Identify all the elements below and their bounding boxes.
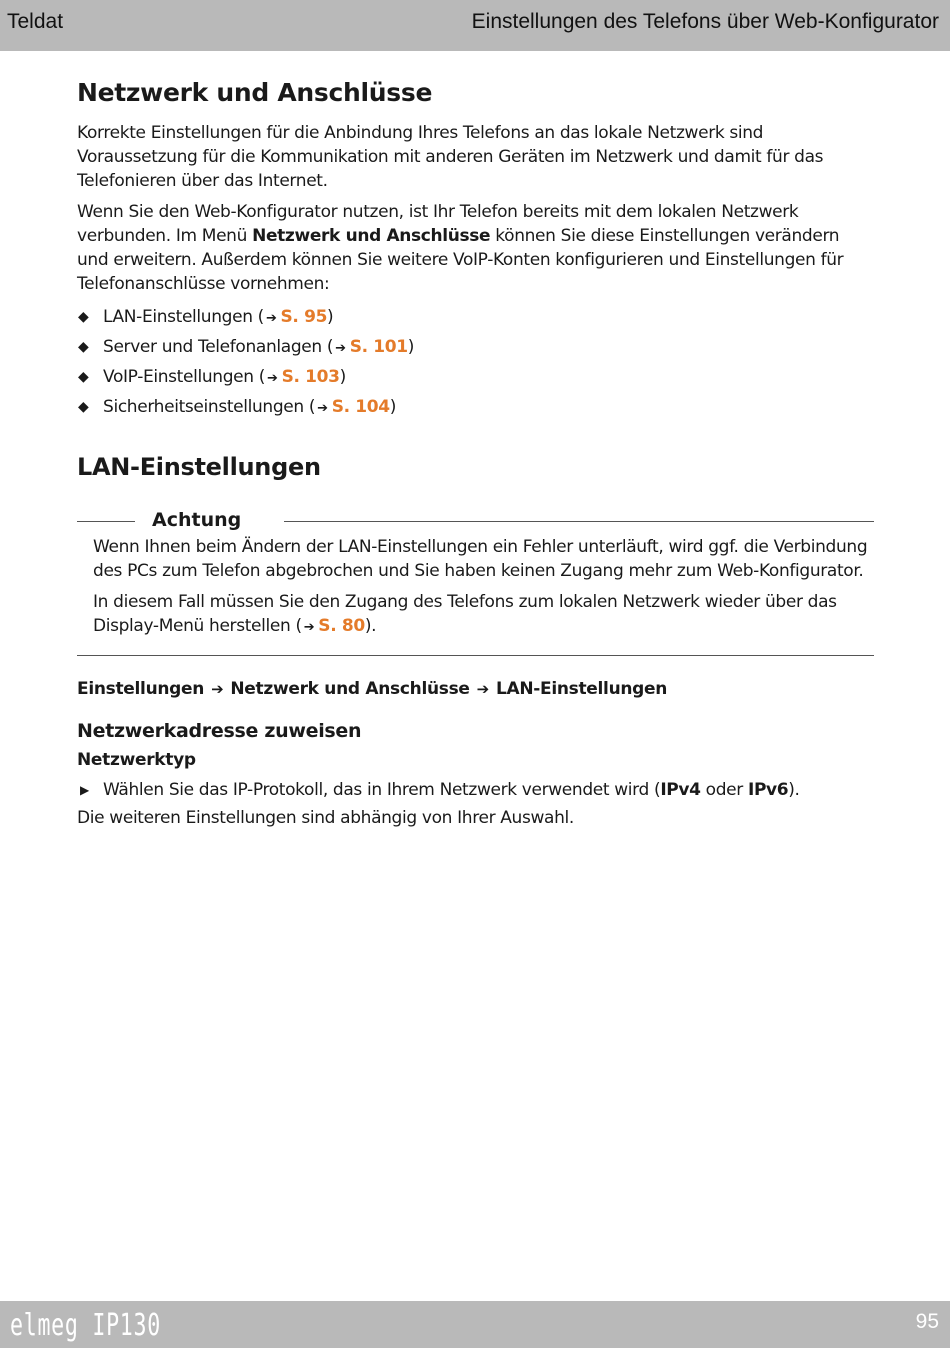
breadcrumb-item: Netzwerk und Anschlüsse [230,679,470,699]
triangle-right-icon: ▶ [80,783,89,797]
intro-paragraph: Korrekte Einstellungen für die Anbindung Ihres Telefons an das lokale Netzwerk sind Voraussetzung für die Kommunikation mit anderen Geräten im Netzwerk und damit für das Telefonieren über das Internet. [77,123,824,191]
section-title-network: Netzwerk und Anschlüsse [77,78,433,107]
menu-path-breadcrumb [77,676,874,702]
page-number: 95 [915,1310,939,1333]
subsubsection-title: Netzwerktyp [77,750,196,770]
subsection-title: Netzwerkadresse zuweisen [77,720,362,742]
arrow-right-icon: ➔ [211,680,224,698]
caution-paragraph: Wenn Ihnen beim Ändern der LAN-Einstellungen ein Fehler unterläuft, wird ggf. die Verbindung des PCs zum Telefon abgebrochen und Sie haben keinen Zugang mehr zum Web-Konfigurator. [93,537,868,581]
page-reference-link[interactable]: S. 103 [281,367,340,387]
page-reference-link[interactable]: S. 104 [331,397,390,417]
caution-rule-left [77,521,135,522]
caution-box [77,499,874,656]
product-logo: elmeg IP130 [10,1308,161,1343]
arrow-right-icon: ➔ [267,371,278,386]
caution-paragraph: In diesem Fall müssen Sie den Zugang des Telefons zum lokalen Netzwerk wieder über das Display-Menü herstellen ( ➔ S. 80). [93,592,837,636]
submenu-list [77,303,874,423]
diamond-bullet-icon: ◆ [78,399,89,415]
instruction-step: ▶ Wählen Sie das IP-Protokoll, das in Ihrem Netzwerk verwendet wird (IPv4 oder IPv6). [77,776,874,804]
breadcrumb-item: LAN-Einstellungen [495,679,668,699]
list-item: ◆ LAN-Einstellungen ( ➔ S. 95) [77,303,874,333]
diamond-bullet-icon: ◆ [78,369,89,385]
diamond-bullet-icon: ◆ [78,309,89,325]
caution-body [77,535,874,640]
page-reference-link[interactable]: S. 95 [280,307,328,327]
arrow-right-icon: ➔ [265,311,277,326]
page-reference-link[interactable]: S. 101 [349,337,408,357]
list-item: ◆ Server und Telefonanlagen ( ➔ S. 101) [77,333,874,363]
arrow-right-icon: ➔ [335,341,346,356]
section-title-lan: LAN-Einstellungen [77,453,321,481]
arrow-right-icon: ➔ [476,680,489,698]
caution-rule-right [284,521,874,522]
page-content [77,75,874,837]
page-header [0,0,950,51]
list-item: ◆ Sicherheitseinstellungen ( ➔ S. 104) [77,393,874,423]
breadcrumb-item: Einstellungen [77,679,205,699]
menu-paragraph: Wenn Sie den Web-Konfigurator nutzen, ist Ihr Telefon bereits mit dem lokalen Netzwerk verbunden. Im Menü Netzwerk und Anschlüsse können Sie diese Einstellungen verändern und erweitern. Außerdem können Sie weitere VoIP-Konten konfigurieren und Einstellungen für Telefonanschlüsse vornehmen: [77,202,844,294]
arrow-right-icon: ➔ [303,620,315,635]
caution-title: Achtung [152,509,242,531]
diamond-bullet-icon: ◆ [78,339,89,355]
list-item: ◆ VoIP-Einstellungen ( ➔ S. 103) [77,363,874,393]
page-footer [0,1301,950,1348]
final-paragraph: Die weiteren Einstellungen sind abhängig von Ihrer Auswahl. [77,808,574,828]
arrow-right-icon: ➔ [317,401,328,416]
page-reference-link[interactable]: S. 80 [318,616,365,636]
header-brand: Teldat [7,10,64,33]
header-chapter-title: Einstellungen des Telefons über Web-Konfigurator [471,10,939,33]
